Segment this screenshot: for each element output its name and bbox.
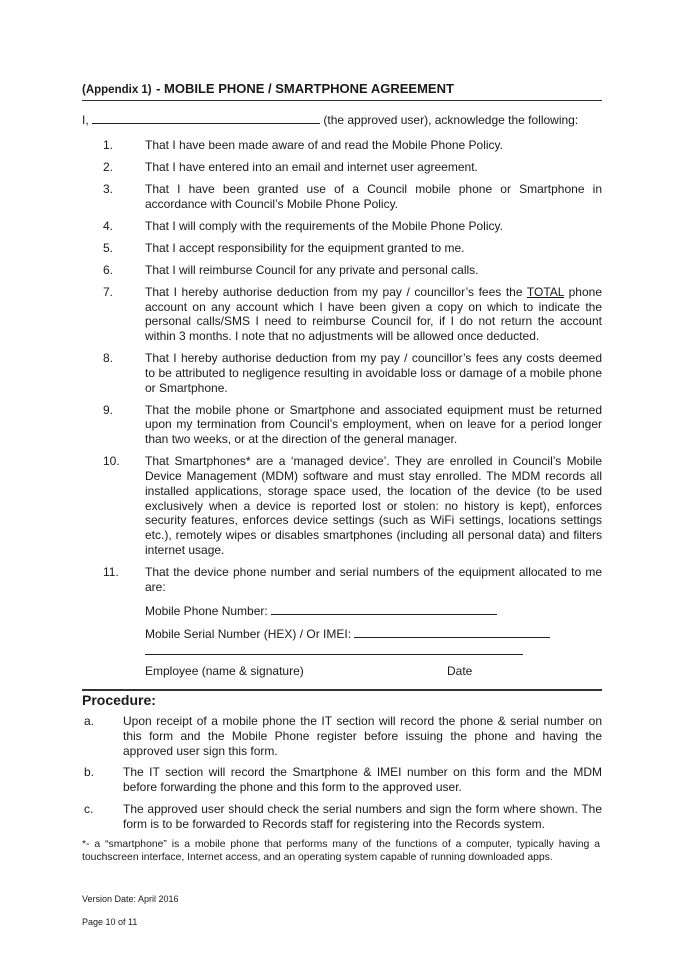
smartphone-footnote: *- a “smartphone” is a mobile phone that performs many of the functions of a computer, typically having a touchscreen interface, Internet access, and an operating system capable of running downloaded apps.	[82, 839, 600, 864]
list-item	[82, 454, 602, 558]
employee-signature-label: Employee (name & signature)	[145, 664, 304, 678]
item-text: That I have entered into an email and internet user agreement.	[145, 159, 478, 174]
list-item	[82, 138, 602, 153]
item-text: That I hereby authorise deduction from my pay / councillor’s fees any costs deemed to be attributed to negligence resulting in avoidable loss or damage of a mobile phone or Smartphone.	[145, 351, 602, 395]
procedure-letter: a.	[84, 714, 95, 728]
list-item	[82, 219, 602, 234]
item-number: 11.	[103, 565, 119, 579]
procedure-letter: c.	[84, 801, 94, 816]
procedure-item	[82, 802, 602, 832]
mobile-serial-number-blank[interactable]	[354, 627, 550, 638]
list-item	[82, 285, 602, 344]
item-number: 10.	[103, 454, 120, 469]
procedure-item	[82, 714, 602, 758]
agreement-title: - MOBILE PHONE / SMARTPHONE AGREEMENT	[156, 81, 454, 96]
item-text: That Smartphones* are a ‘managed device’. They are enrolled in Council’s Mobile Device Management (MDM) software and must stay enrolled. The MDM records all installed applications, storage space used, the location of the device (to be used exclusively when a device is reported lost or stolen: no history is kept), enforces security features, enforces device settings (such as WiFi settings, locations settings etc.), remotely wipes or disables smartphones (including all personal data) and filters internet usage.	[145, 454, 602, 558]
list-item	[82, 241, 602, 256]
item-number: 9.	[103, 402, 114, 417]
mobile-phone-number-label: Mobile Phone Number:	[145, 603, 268, 618]
procedure-divider	[82, 689, 602, 691]
mobile-phone-number-blank[interactable]	[271, 604, 497, 615]
list-item	[82, 351, 602, 395]
page-number: Page 10 of 11	[82, 917, 138, 927]
item-number: 8.	[103, 351, 114, 366]
item-text: That the device phone number and serial numbers of the equipment allocated to me are:	[145, 565, 602, 594]
list-item	[82, 403, 602, 447]
item-text: That I have been made aware of and read the Mobile Phone Policy.	[145, 138, 504, 152]
item-number: 4.	[103, 218, 114, 233]
list-item	[82, 565, 602, 642]
list-item	[82, 160, 602, 175]
date-label: Date	[447, 664, 473, 678]
item-text: That I accept responsibility for the equipment granted to me.	[145, 240, 465, 255]
item-text-after: phone account on any account which I have been given a copy on which to indicate the personal calls/SMS I need to reimburse Council for, if I do not return the account within 3 months. I note that no adjustments will be allowed once deducted.	[145, 284, 602, 344]
version-date: Version Date: April 2016	[82, 894, 179, 904]
procedure-text: The approved user should check the serial numbers and sign the form where shown. The form is to be forwarded to Records staff for registering into the Records system.	[123, 801, 602, 831]
item-number: 2.	[103, 159, 114, 174]
procedure-item	[82, 765, 602, 795]
intro-end: (the approved user), acknowledge the following:	[323, 113, 579, 127]
mobile-serial-number-label: Mobile Serial Number (HEX) / Or IMEI:	[145, 627, 352, 642]
item-text: That I have been granted use of a Council mobile phone or Smartphone in accordance with Council’s Mobile Phone Policy.	[145, 181, 602, 211]
intro-line	[82, 113, 578, 127]
item-number: 7.	[103, 284, 114, 299]
procedure-list	[82, 714, 602, 839]
item-number: 1.	[103, 138, 114, 152]
item-number: 6.	[103, 262, 114, 277]
item-number: 3.	[103, 181, 114, 196]
signature-line[interactable]	[145, 654, 523, 655]
item-text: That the mobile phone or Smartphone and associated equipment must be returned upon my termination from Council’s employment, when on leave for a period longer than two weeks, or at the direction of the general manager.	[145, 402, 602, 447]
item-text-before: That I hereby authorise deduction from my pay / councillor’s fees the	[145, 284, 523, 299]
agreement-heading	[82, 80, 602, 101]
approved-user-name-blank[interactable]	[92, 113, 320, 124]
mobile-serial-number-row	[145, 627, 602, 642]
list-item	[82, 182, 602, 212]
procedure-title: Procedure:	[82, 692, 156, 708]
item-text: That I will reimburse Council for any private and personal calls.	[145, 262, 479, 277]
procedure-text: Upon receipt of a mobile phone the IT section will record the phone & serial number on this form and the Mobile Phone register before issuing the phone and having the approved user sign this form.	[123, 714, 602, 758]
appendix-label: (Appendix 1)	[82, 84, 152, 96]
item-text: That I will comply with the requirements of the Mobile Phone Policy.	[145, 218, 503, 233]
mobile-phone-number-row	[145, 604, 602, 619]
list-item	[82, 263, 602, 278]
procedure-text: The IT section will record the Smartphone & IMEI number on this form and the MDM before forwarding the phone and this form to the approved user.	[123, 765, 602, 795]
acknowledgement-list	[82, 138, 602, 649]
total-emphasis: TOTAL	[526, 284, 565, 299]
procedure-letter: b.	[84, 765, 95, 780]
item-number: 5.	[103, 240, 114, 255]
intro-start: I,	[82, 113, 89, 127]
